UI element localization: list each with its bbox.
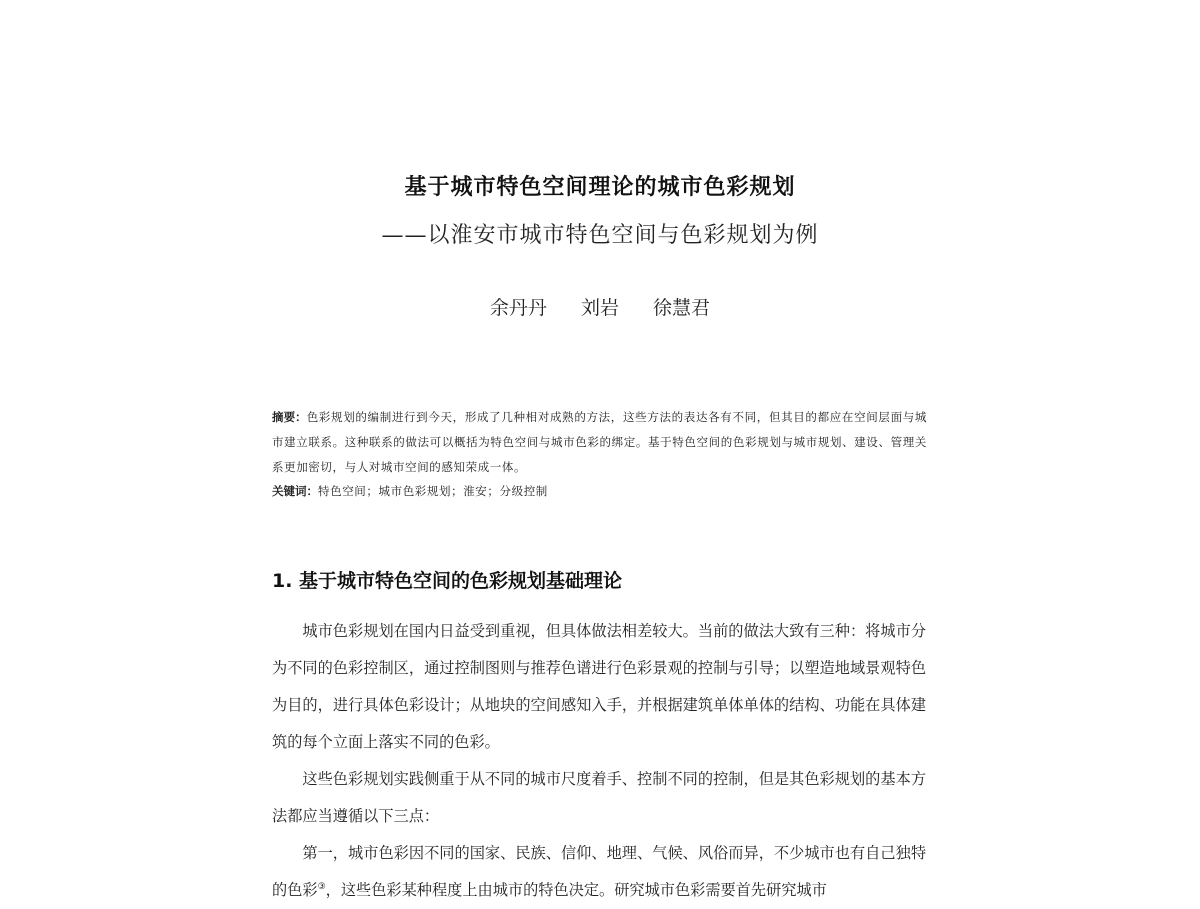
paragraph: 城市色彩规划在国内日益受到重视，但具体做法相差较大。当前的做法大致有三种：将城市分为不同的色彩控制区，通过控制图则与推荐色谱进行色彩景观的控制与引导；以塑造地域景观特色为目的，进行具体色彩设计；从地块的空间感知入手，并根据建筑单体单体的结构、功能在具体建筑的每个立面上落实不同的色彩。 xyxy=(272,622,926,751)
reference-marker: ③ xyxy=(317,881,326,892)
abstract-text: 色彩规划的编制进行到今天，形成了几种相对成熟的方法，这些方法的表达各有不同，但其目的都应在空间层面与城市建立联系。这种联系的做法可以概括为特色空间与城市色彩的绑定。基于特色空间的色彩规划与城市规划、建设、管理关系更加密切，与人对城市空间的感知荣成一体。 xyxy=(272,410,928,474)
section-heading: 1. 基于城市特色空间的色彩规划基础理论 xyxy=(272,570,623,592)
paragraph xyxy=(272,835,926,909)
body-text xyxy=(272,613,926,909)
abstract-label: 摘要： xyxy=(272,410,307,424)
keywords-label: 关键词： xyxy=(272,484,318,498)
abstract xyxy=(272,405,927,480)
author-name: 余丹丹 xyxy=(489,297,547,319)
author-list xyxy=(0,293,1200,320)
paper-title: 基于城市特色空间理论的城市色彩规划 xyxy=(404,175,796,200)
paragraph-text: 第一，城市色彩因不同的国家、民族、信仰、地理、气候、风俗而异，不少城市也有自己独特的色彩 xyxy=(272,844,926,899)
paragraph: 这些色彩规划实践侧重于从不同的城市尺度着手、控制不同的控制，但是其色彩规划的基本方法都应当遵循以下三点： xyxy=(272,770,926,825)
paper-subtitle: ——以淮安市城市特色空间与色彩规划为例 xyxy=(381,223,819,248)
author-name: 徐慧君 xyxy=(653,297,711,319)
keywords-text: 特色空间；城市色彩规划；淮安；分级控制 xyxy=(318,484,548,498)
author-name: 刘岩 xyxy=(580,297,619,319)
keywords xyxy=(272,479,927,504)
paragraph-text: ，这些色彩某种程度上由城市的特色决定。研究城市色彩需要首先研究城市 xyxy=(325,881,827,899)
